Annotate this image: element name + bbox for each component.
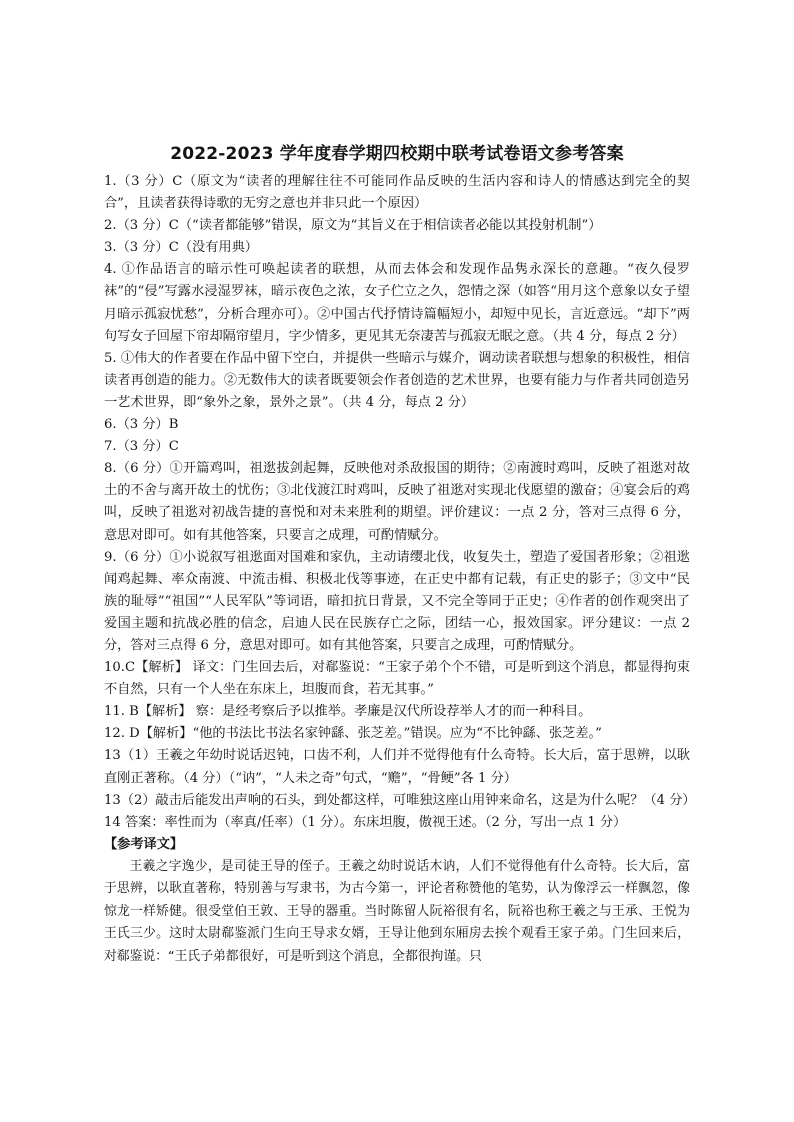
answer-11: 11. B【解析】 察：是经考察后予以推举。孝廉是汉代所设荐举人才的而一种科目。 — [104, 704, 592, 720]
answer-5: 5. ①伟大的作者要在作品中留下空白，并提供一些暗示与媒介，调动读者联想与想象的积极性，相信读者再创造的能力。②无数伟大的读者既要领会作者创造的艺术世界，也要有能力与作者共同创造另一艺术世界，即“象外之象，景外之景”。（共 4 分，每点 2 分） — [104, 350, 690, 410]
answer-13-1: 13（1）王羲之年幼时说话迟钝，口齿不利，人们并不觉得他有什么奇特。长大后，富于思辨，以耿直刚正著称。（4 分）（“讷”，“人未之奇”句式，“赡”，“骨鲠”各 1 分） — [104, 748, 690, 786]
answer-1: 1.（3 分）C（原文为“读者的理解往往不可能同作品反映的生活内容和诗人的情感达到完全的契合”，且读者获得诗歌的无穷之意也并非只此一个原因） — [104, 174, 690, 212]
answer-3: 3.（3 分）C（没有用典） — [104, 240, 258, 256]
answer-4: 4. ①作品语言的暗示性可唤起读者的联想，从而去体会和发现作品隽永深长的意趣。“夜久侵罗袜”的“侵”写露水浸湿罗袜，暗示夜色之浓，女子伫立之久，怨情之深（如答“用月这个意象以女子望月暗示孤寂忧愁”，分析合理亦可）。②中国古代抒情诗篇幅短小，却短中见长，言近意远。“却下”两句写女子回屋下帘却隔帘望月，字少情多，更见其无奈凄苦与孤寂无眠之意。（共 4 分，每点 2 分） — [104, 262, 690, 344]
answer-14: 14 答案：率性而为（率真/任率）（1 分）。东床坦腹，傲视王述。（2 分，写出一点 1 分） — [104, 814, 627, 830]
page-title: 2022-2023 学年度春学期四校期中联考试卷语文参考答案 — [170, 144, 624, 164]
reference-translation-text: 王羲之字逸少，是司徒王导的侄子。王羲之幼时说话木讷，人们不觉得他有什么奇特。长大后，富于思辨，以耿直著称，特别善与写隶书，为古今第一，评论者称赞他的笔势，认为像浮云一样飘忽，像惊龙一样矫健。很受堂伯王敦、王导的器重。当时陈留人阮裕很有名，阮裕也称王羲之与王承、王悦为王氏三少。这时太尉郗鉴派门生向王导求女婿，王导让他到东厢房去挨个观看王家子弟。门生回来后，对郗鉴说：“王氏子弟都很好，可是听到这个消息，全都很拘谨。只 — [104, 858, 690, 964]
answer-7: 7.（3 分）C — [104, 439, 179, 455]
answer-10: 10.C【解析】 译文：门生回去后，对郗鉴说：“王家子弟个个不错，可是听到这个消息，都显得拘束不自然，只有一个人坐在东床上，坦腹而食，若无其事。” — [104, 660, 690, 698]
answer-13-2: 13（2）敲击后能发出声响的石头，到处都这样，可唯独这座山用钟来命名，这是为什么呢？（4 分） — [104, 792, 696, 808]
answer-8: 8.（6 分）①开篇鸡叫，祖逖拔剑起舞，反映他对杀敌报国的期待；②南渡时鸡叫，反映了祖逖对故土的不舍与离开故土的忧伤；③北伐渡江时鸡叫，反映了祖逖对实现北伐愿望的激奋；④宴会后的鸡叫，反映了祖逖对初战告捷的喜悦和对未来胜利的期望。评价建议：一点 2 分，答对三点得 6 分，意思对即可。如有其他答案，只要言之成理，可酌情赋分。 — [104, 461, 690, 543]
reference-translation-heading: 【参考译文】 — [104, 836, 184, 852]
answer-9: 9.（6 分）①小说叙写祖逖面对国难和家仇，主动请缨北伐，收复失土，塑造了爱国者形象；②祖逖闻鸡起舞、率众南渡、中流击楫、积极北伐等事迹，在正史中都有记载，有正史的影子；③文中“民族的耻辱”“祖国”“人民军队”等词语，暗扣抗日背景，又不完全等同于正史；④作者的创作观突出了爱国主题和抗战必胜的信念，启迪人民在民族存亡之际，团结一心，报效国家。评分建议：一点 2 分，答对三点得 6 分，意思对即可。如有其他答案，只要言之成理，可酌情赋分。 — [104, 549, 690, 653]
answer-12: 12. D【解析】“他的书法比书法名家钟繇、张芝差。”错误。应为“不比钟繇、张芝差。” — [104, 726, 602, 742]
answer-6: 6.（3 分）B — [104, 417, 179, 433]
answer-2: 2.（3 分）C（“读者都能够”错误，原文为“其旨义在于相信读者必能以其投射机制”） — [104, 218, 602, 234]
